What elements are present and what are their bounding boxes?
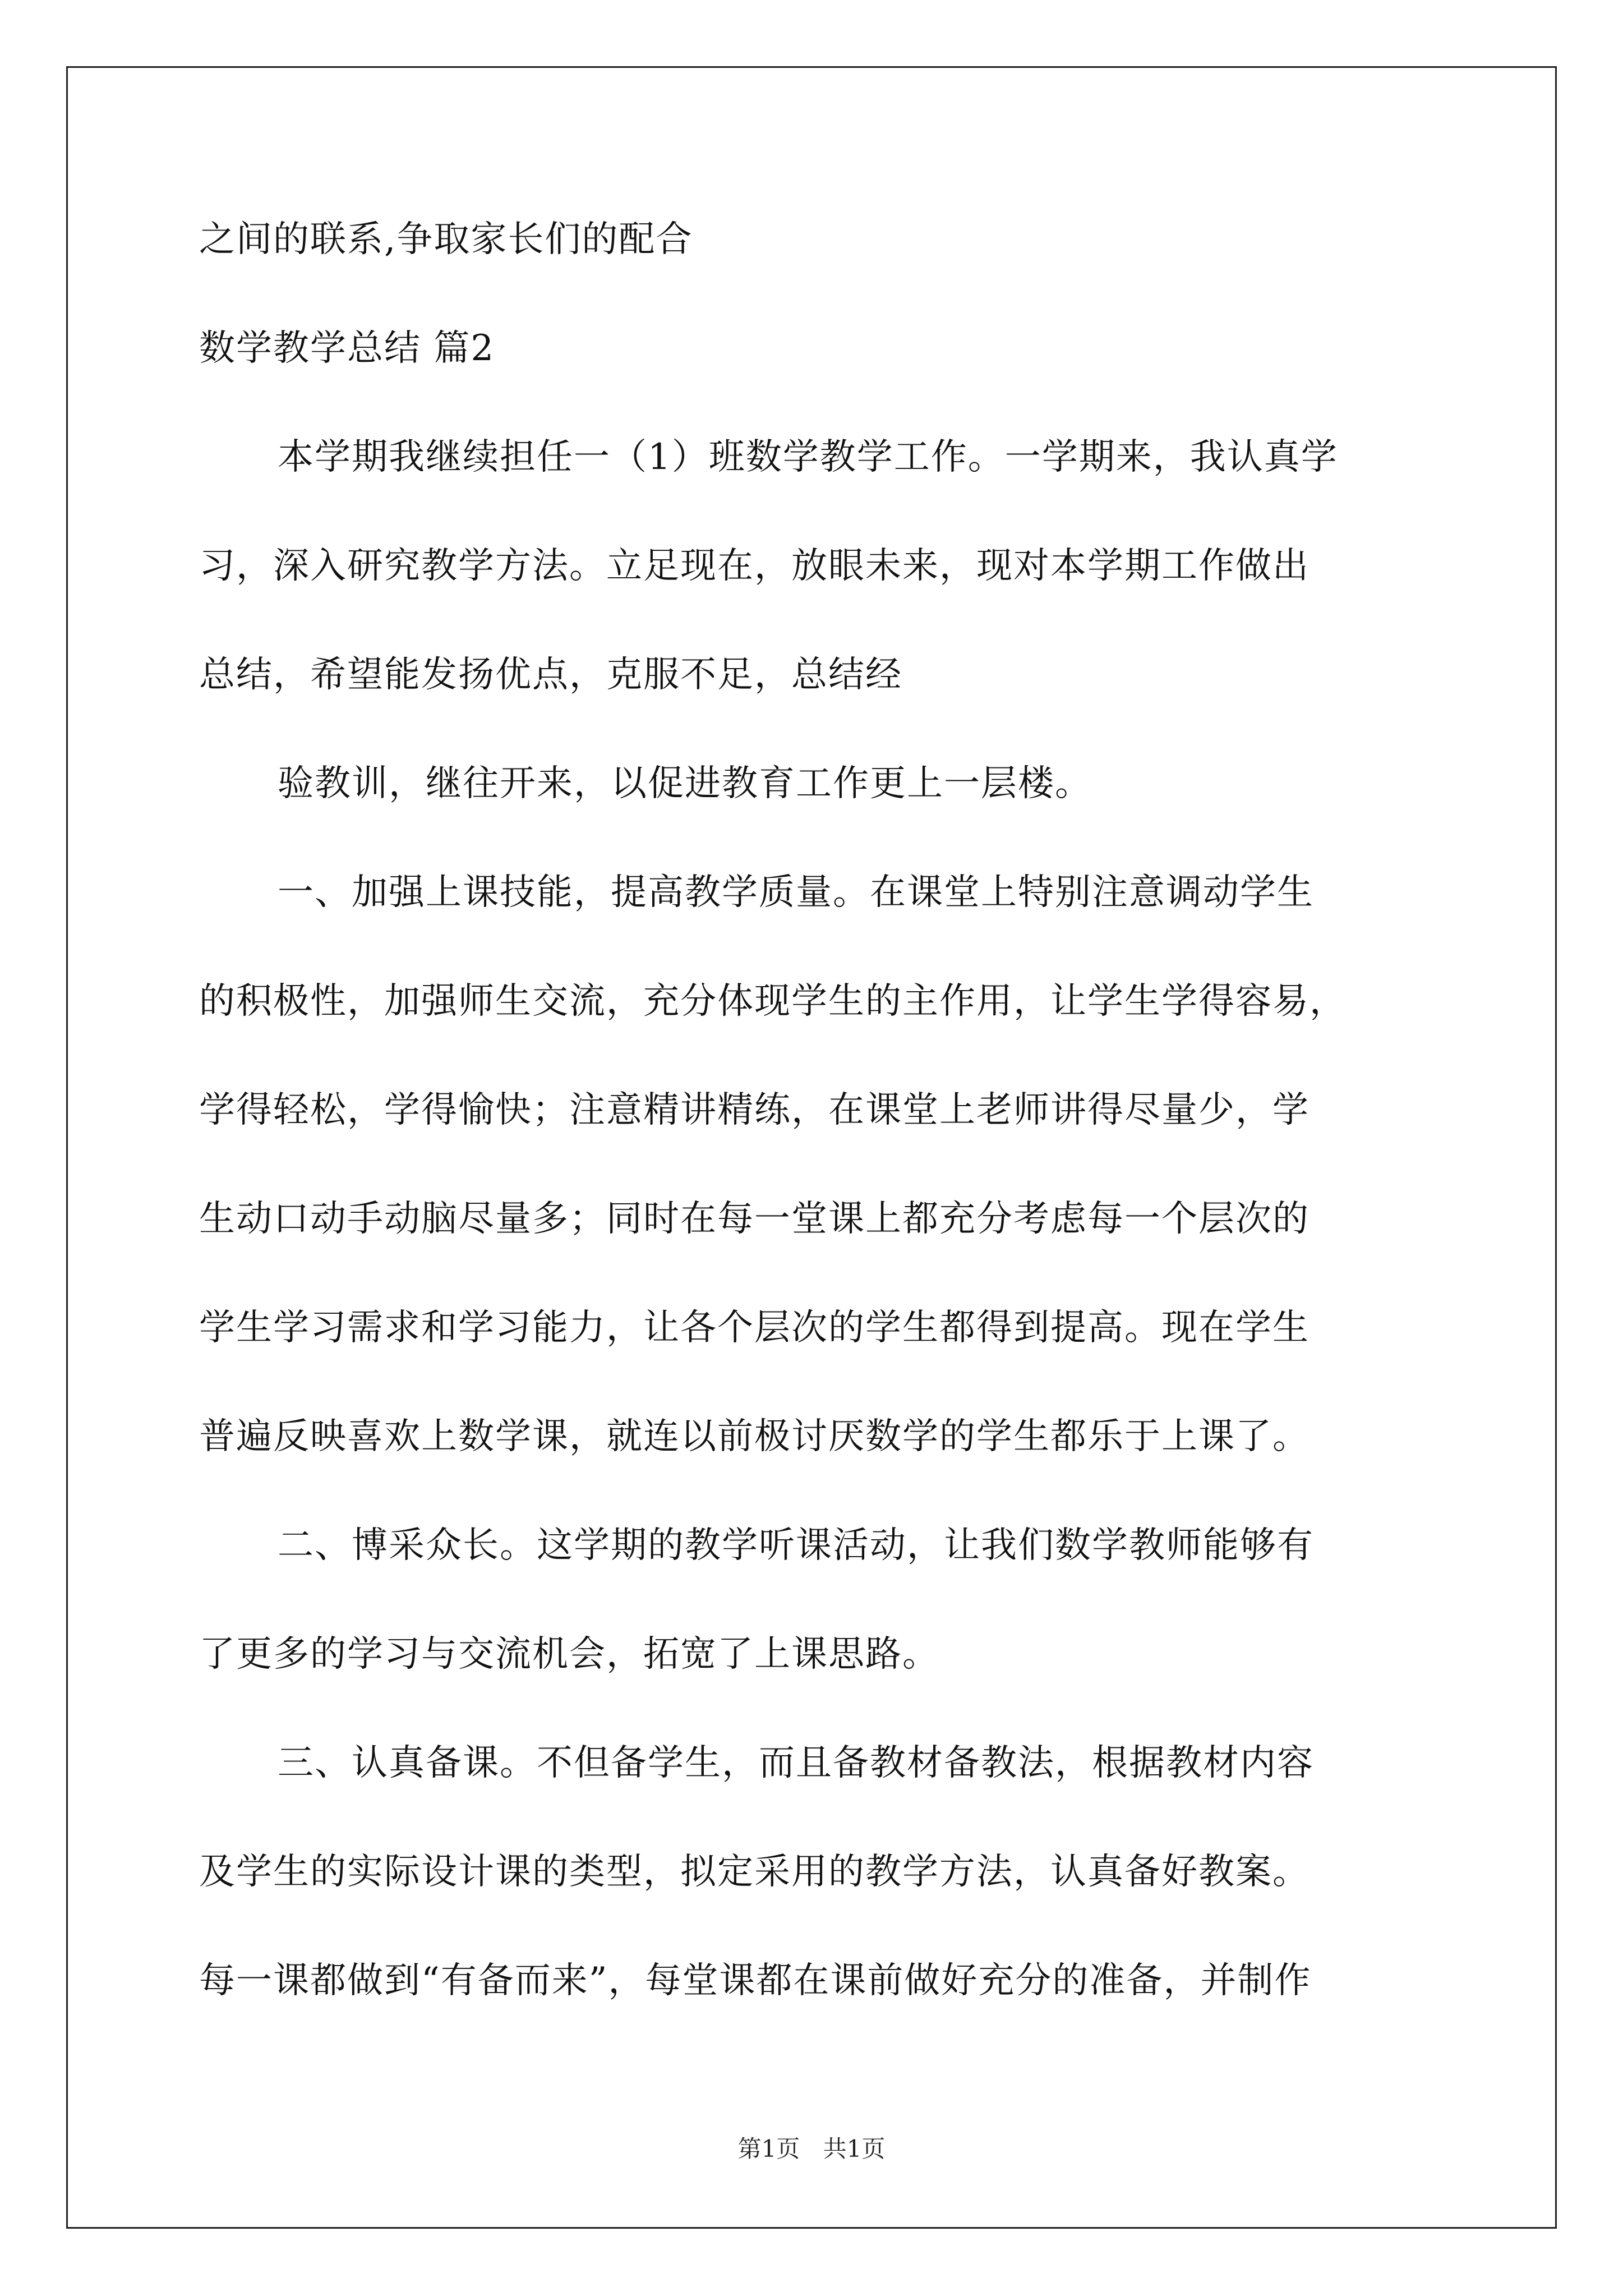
page-total: 共1页 (823, 2135, 886, 2162)
text-line: 一、加强上课技能，提高教学质量。在课堂上特别注意调动学生 (278, 872, 1314, 913)
text-line: 之间的联系,争取家长们的配合 (199, 219, 693, 260)
text-line: 的积极性，加强师生交流，充分体现学生的主作用，让学生学得容易， (199, 981, 1347, 1022)
document-body (199, 219, 1455, 2001)
section-heading: 数学教学总结 篇2 (199, 328, 495, 369)
text-line: 每一课都做到“有备而来”，每堂课都在课前做好充分的准备，并制作 (199, 1960, 1312, 2001)
text-line: 了更多的学习与交流机会，拓宽了上课思路。 (199, 1634, 939, 1675)
text-line: 二、博采众长。这学期的教学听课活动，让我们数学教师能够有 (278, 1525, 1314, 1566)
page-number: 第1页 (737, 2135, 800, 2162)
text-line: 总结，希望能发扬优点，克服不足，总结经 (199, 654, 902, 696)
text-line: 验教训，继往开来，以促进教育工作更上一层楼。 (278, 763, 1092, 804)
text-line: 习，深入研究教学方法。立足现在，放眼未来，现对本学期工作做出 (199, 545, 1310, 587)
text-line: 本学期我继续担任一（1）班数学教学工作。一学期来，我认真学 (278, 436, 1338, 478)
text-line: 学得轻松，学得愉快；注意精讲精练，在课堂上老师讲得尽量少，学 (199, 1089, 1310, 1131)
text-line: 学生学习需求和学习能力，让各个层次的学生都得到提高。现在学生 (199, 1307, 1310, 1349)
page-footer (0, 2135, 1623, 2163)
text-line: 生动口动手动脑尽量多；同时在每一堂课上都充分考虑每一个层次的 (199, 1198, 1310, 1240)
text-line: 普遍反映喜欢上数学课，就连以前极讨厌数学的学生都乐于上课了。 (199, 1416, 1310, 1457)
text-line: 三、认真备课。不但备学生，而且备教材备教法，根据教材内容 (278, 1742, 1314, 1784)
text-line: 及学生的实际设计课的类型，拟定采用的教学方法，认真备好教案。 (199, 1851, 1310, 1893)
